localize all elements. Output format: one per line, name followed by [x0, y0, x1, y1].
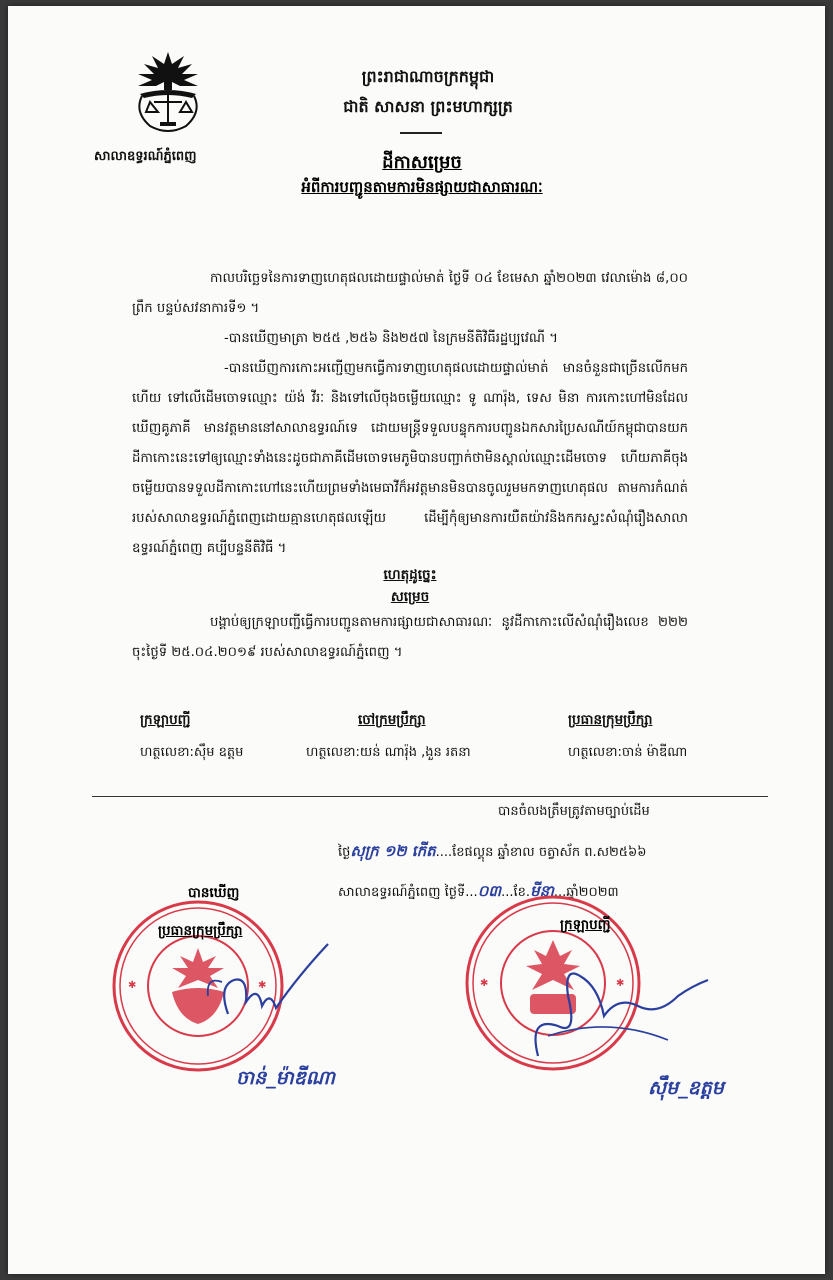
judge-role: ចៅក្រមប្រឹក្សា [358, 712, 426, 728]
president-stamp-label: ប្រធានក្រុមប្រឹក្សា [158, 923, 243, 939]
president-handwritten-name: ចាន់_ម៉ាឌីណា [236, 1067, 336, 1089]
lunar-date-handwritten: សុក្រ ១២ កើត [350, 842, 436, 860]
decision-paragraph: បង្គាប់ឲ្យក្រឡាបញ្ជីធ្វើការបញ្ជូនតាមការផ្សាយជាសាធារណៈ នូវដីកាកោះលើសំណុំរឿងលេខ ២២២ ចុះថ្ងៃទី ២៥.០៤.២០១៩ របស់សាលាឧទ្ធរណ៍ភ្នំពេញ ។ [132, 615, 688, 660]
solar-date-prefix: សាលាឧទ្ធរណ៍ភ្នំពេញ ថ្ងៃទី [338, 885, 466, 900]
solar-date-day: ០៣ [477, 882, 502, 900]
clerk-signature-icon [508, 956, 728, 1066]
president-signature-name: ហត្ថលេខា:ចាន់ ម៉ាឌីណា [568, 745, 688, 760]
articles-paragraph: -បានឃើញមាត្រា ២៥៥ ,២៥៦ និង២៥៧ នៃក្រមនីតិវិធីរដ្ឋប្បវេណី ។ [224, 331, 558, 346]
solar-date-mid: ខែ [513, 885, 526, 900]
certified-copy-line: បានចំលងត្រឹមត្រូវតាមច្បាប់ដើម [498, 804, 650, 819]
court-emblem-icon [120, 46, 216, 138]
document-page [8, 6, 825, 1274]
clerk-handwritten-name: ស៊ឹម_ឧត្តម [648, 1077, 724, 1099]
motto-divider [400, 132, 442, 134]
lunar-date-suffix: ខែផល្គុន ឆ្នាំខាល ចត្វាស័ក ព.ស២៥៦៦ [452, 845, 647, 860]
svg-text:✱: ✱ [616, 978, 625, 989]
court-name: សាលាឧទ្ធរណ៍ភ្នំពេញ [94, 149, 197, 164]
svg-text:✱: ✱ [480, 978, 489, 989]
judge-signature-name: ហត្ថលេខា:យន់ ណារ៉ុង ,ងួន រតនា [306, 745, 471, 760]
hearing-date-paragraph: កាលបរិច្ឆេទនៃការទាញហេតុផលដោយផ្ទាល់មាត់ ថ្ងៃទី ០៤ ខែមេសា ឆ្នាំ២០២៣ វេលាម៉ោង ៨,០០ ព្រឹក បន្ទប់សវនាការទី១ ។ [132, 271, 688, 316]
summons-paragraph: -បានឃើញការកោះអញ្ជើញមកធ្វើការទាញហេតុផលដោយផ្ទាល់មាត់ មានចំនួនជាច្រើនលើកមកហើយ ទៅលើដើមចោទឈ្មោះ យ៉ង់ វីរៈ និងទៅលើចុងចម្លើយឈ្មោះ ទូ ណារ៉ុង, ទេស មិនា ការកោះហៅមិនដែលឃើញគូភាគី មានវត្តមាននៅសាលាឧទ្ធរណ៍ទេ ដោយមន្ត្រីទទួលបន្ទុកការបញ្ជូនឯកសារប្រៃសណីយ៍កម្ពុជាបានយកដីកាកោះនេះទៅឲ្យឈ្មោះទាំងនេះដូចជាភាគីដើមចោទមេភូមិបានបញ្ជាក់ថាមិនស្គាល់ឈ្មោះដើមចោទ ហើយភាគីចុងចម្លើយបានទទួលដីកាកោះហៅនេះហើយព្រមទាំងមេធាវីក៏អវត្តមានមិនបានចូលរួមមកទាញហេតុផល តាមការកំណត់របស់សាលាឧទ្ធរណ៍ភ្នំពេញដោយគ្មានហេតុផលឡើយ ដើម្បីកុំឲ្យមានការយឺតយ៉ាវនិងកករស្ទះសំណុំរឿងសាលាឧទ្ធរណ៍ភ្នំពេញ គប្បីបន្ទនីតិវិធី ។ [132, 361, 688, 556]
clerk-signature-name: ហត្ថលេខា:ស៊ឹម ឧត្តម [140, 745, 244, 760]
svg-text:✱: ✱ [128, 980, 137, 991]
svg-text:✱: ✱ [258, 980, 267, 991]
document-title: ដីកាសម្រេច [382, 152, 462, 173]
lunar-date-prefix: ថ្ងៃ [338, 845, 351, 860]
therefore-heading: ហេតុដូច្នេះ [383, 567, 437, 583]
seen-label: បានឃើញ [188, 885, 240, 901]
kingdom-name: ព្រះរាជាណាចក្រកម្ពុជា [361, 67, 495, 86]
president-role: ប្រធានក្រុមប្រឹក្សា [568, 712, 653, 728]
document-body [132, 264, 688, 668]
section-divider [92, 796, 768, 797]
solar-date-line: សាលាឧទ្ធរណ៍ភ្នំពេញ ថ្ងៃទី...០៣...ខែ.មីនា...ឆ្នាំ២០២៣ [338, 882, 619, 900]
national-motto: ជាតិ សាសនា ព្រះមហាក្សត្រ [343, 97, 513, 116]
president-signature-icon [188, 936, 338, 1026]
solar-date-suffix: ឆ្នាំ២០២៣ [566, 885, 619, 900]
document-subtitle: អំពីការបញ្ជូនតាមការមិនផ្សាយជាសាធារណៈ [301, 178, 543, 196]
decision-heading: សម្រេច [390, 589, 430, 605]
kingdom-heading [308, 62, 548, 122]
solar-date-month: មីនា [530, 882, 554, 900]
clerk-stamp-label: ក្រឡាបញ្ជី [560, 917, 611, 933]
clerk-role: ក្រឡាបញ្ជី [140, 712, 191, 728]
lunar-date-line: ថ្ងៃសុក្រ ១២ កើត....ខែផល្គុន ឆ្នាំខាល ចត្វាស័ក ព.ស២៥៦៦ [338, 842, 647, 860]
